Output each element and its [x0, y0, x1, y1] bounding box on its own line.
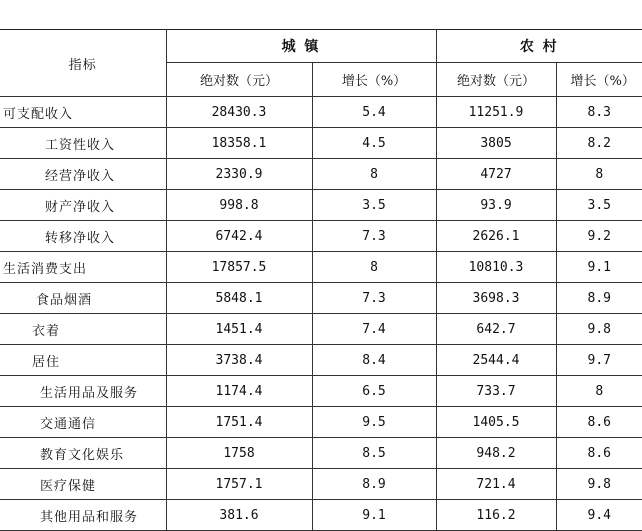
urban-growth-cell: 8.9: [312, 469, 436, 500]
table-row: [0, 159, 642, 190]
rural-growth-cell: 8.2: [556, 128, 642, 159]
rural-growth-cell: 9.8: [556, 469, 642, 500]
row-label: 衣着: [0, 314, 166, 345]
rural-abs-cell: 116.2: [436, 500, 556, 531]
urban-growth-cell: 9.1: [312, 500, 436, 531]
urban-abs-cell: 17857.5: [166, 252, 312, 283]
table-row: [0, 469, 642, 500]
rural-abs-cell: 10810.3: [436, 252, 556, 283]
rural-abs-cell: 3698.3: [436, 283, 556, 314]
rural-abs-cell: 11251.9: [436, 97, 556, 128]
rural-growth-cell: 9.4: [556, 500, 642, 531]
rural-abs-cell: 721.4: [436, 469, 556, 500]
urban-growth-cell: 9.5: [312, 407, 436, 438]
row-label: 食品烟酒: [0, 283, 166, 314]
urban-abs-cell: 1757.1: [166, 469, 312, 500]
urban-abs-cell: 6742.4: [166, 221, 312, 252]
row-label: 转移净收入: [0, 221, 166, 252]
urban-abs-cell: 1758: [166, 438, 312, 469]
urban-abs-cell: 28430.3: [166, 97, 312, 128]
urban-growth-cell: 8.4: [312, 345, 436, 376]
rural-abs-cell: 2544.4: [436, 345, 556, 376]
urban-abs-cell: 1174.4: [166, 376, 312, 407]
row-label: 居住: [0, 345, 166, 376]
urban-growth-header: 增长（%）: [312, 63, 436, 97]
rural-growth-cell: 8: [556, 376, 642, 407]
rural-growth-cell: 8.3: [556, 97, 642, 128]
row-label: 工资性收入: [0, 128, 166, 159]
row-label: 其他用品和服务: [0, 500, 166, 531]
rural-growth-cell: 9.8: [556, 314, 642, 345]
table-row: [0, 190, 642, 221]
rural-abs-cell: 3805: [436, 128, 556, 159]
rural-growth-cell: 8: [556, 159, 642, 190]
urban-growth-cell: 8.5: [312, 438, 436, 469]
urban-growth-cell: 7.4: [312, 314, 436, 345]
rural-growth-cell: 9.2: [556, 221, 642, 252]
urban-growth-cell: 7.3: [312, 221, 436, 252]
urban-abs-cell: 381.6: [166, 500, 312, 531]
rural-growth-cell: 8.6: [556, 407, 642, 438]
table-row: [0, 252, 642, 283]
urban-header: 城 镇: [166, 30, 436, 63]
rural-abs-cell: 93.9: [436, 190, 556, 221]
table-row: [0, 314, 642, 345]
rural-abs-cell: 948.2: [436, 438, 556, 469]
row-label: 生活用品及服务: [0, 376, 166, 407]
table-row: [0, 407, 642, 438]
urban-growth-cell: 7.3: [312, 283, 436, 314]
urban-abs-cell: 18358.1: [166, 128, 312, 159]
rural-abs-cell: 733.7: [436, 376, 556, 407]
row-label: 财产净收入: [0, 190, 166, 221]
urban-abs-cell: 1751.4: [166, 407, 312, 438]
urban-growth-cell: 6.5: [312, 376, 436, 407]
row-label: 交通通信: [0, 407, 166, 438]
row-label: 生活消费支出: [0, 252, 166, 283]
table-row: [0, 128, 642, 159]
urban-abs-cell: 2330.9: [166, 159, 312, 190]
rural-abs-cell: 2626.1: [436, 221, 556, 252]
header-row-groups: [0, 30, 642, 63]
table-row: [0, 438, 642, 469]
row-label: 可支配收入: [0, 97, 166, 128]
rural-growth-cell: 9.1: [556, 252, 642, 283]
rural-growth-cell: 9.7: [556, 345, 642, 376]
rural-header: 农 村: [436, 30, 642, 63]
table-row: [0, 345, 642, 376]
urban-growth-cell: 4.5: [312, 128, 436, 159]
rural-growth-cell: 8.9: [556, 283, 642, 314]
indicator-header: 指标: [0, 30, 166, 97]
rural-abs-cell: 642.7: [436, 314, 556, 345]
table-row: [0, 376, 642, 407]
urban-abs-header: 绝对数（元）: [166, 63, 312, 97]
urban-abs-cell: 3738.4: [166, 345, 312, 376]
table-row: [0, 97, 642, 128]
rural-abs-cell: 1405.5: [436, 407, 556, 438]
urban-growth-cell: 3.5: [312, 190, 436, 221]
income-expenditure-table: [0, 29, 642, 531]
urban-abs-cell: 998.8: [166, 190, 312, 221]
rural-growth-cell: 3.5: [556, 190, 642, 221]
urban-growth-cell: 8: [312, 159, 436, 190]
table-row: [0, 283, 642, 314]
row-label: 经营净收入: [0, 159, 166, 190]
urban-abs-cell: 1451.4: [166, 314, 312, 345]
urban-growth-cell: 8: [312, 252, 436, 283]
rural-abs-header: 绝对数（元）: [436, 63, 556, 97]
row-label: 医疗保健: [0, 469, 166, 500]
rural-growth-cell: 8.6: [556, 438, 642, 469]
table-row: [0, 221, 642, 252]
urban-abs-cell: 5848.1: [166, 283, 312, 314]
row-label: 教育文化娱乐: [0, 438, 166, 469]
urban-growth-cell: 5.4: [312, 97, 436, 128]
rural-growth-header: 增长（%）: [556, 63, 642, 97]
rural-abs-cell: 4727: [436, 159, 556, 190]
table-row: [0, 500, 642, 531]
